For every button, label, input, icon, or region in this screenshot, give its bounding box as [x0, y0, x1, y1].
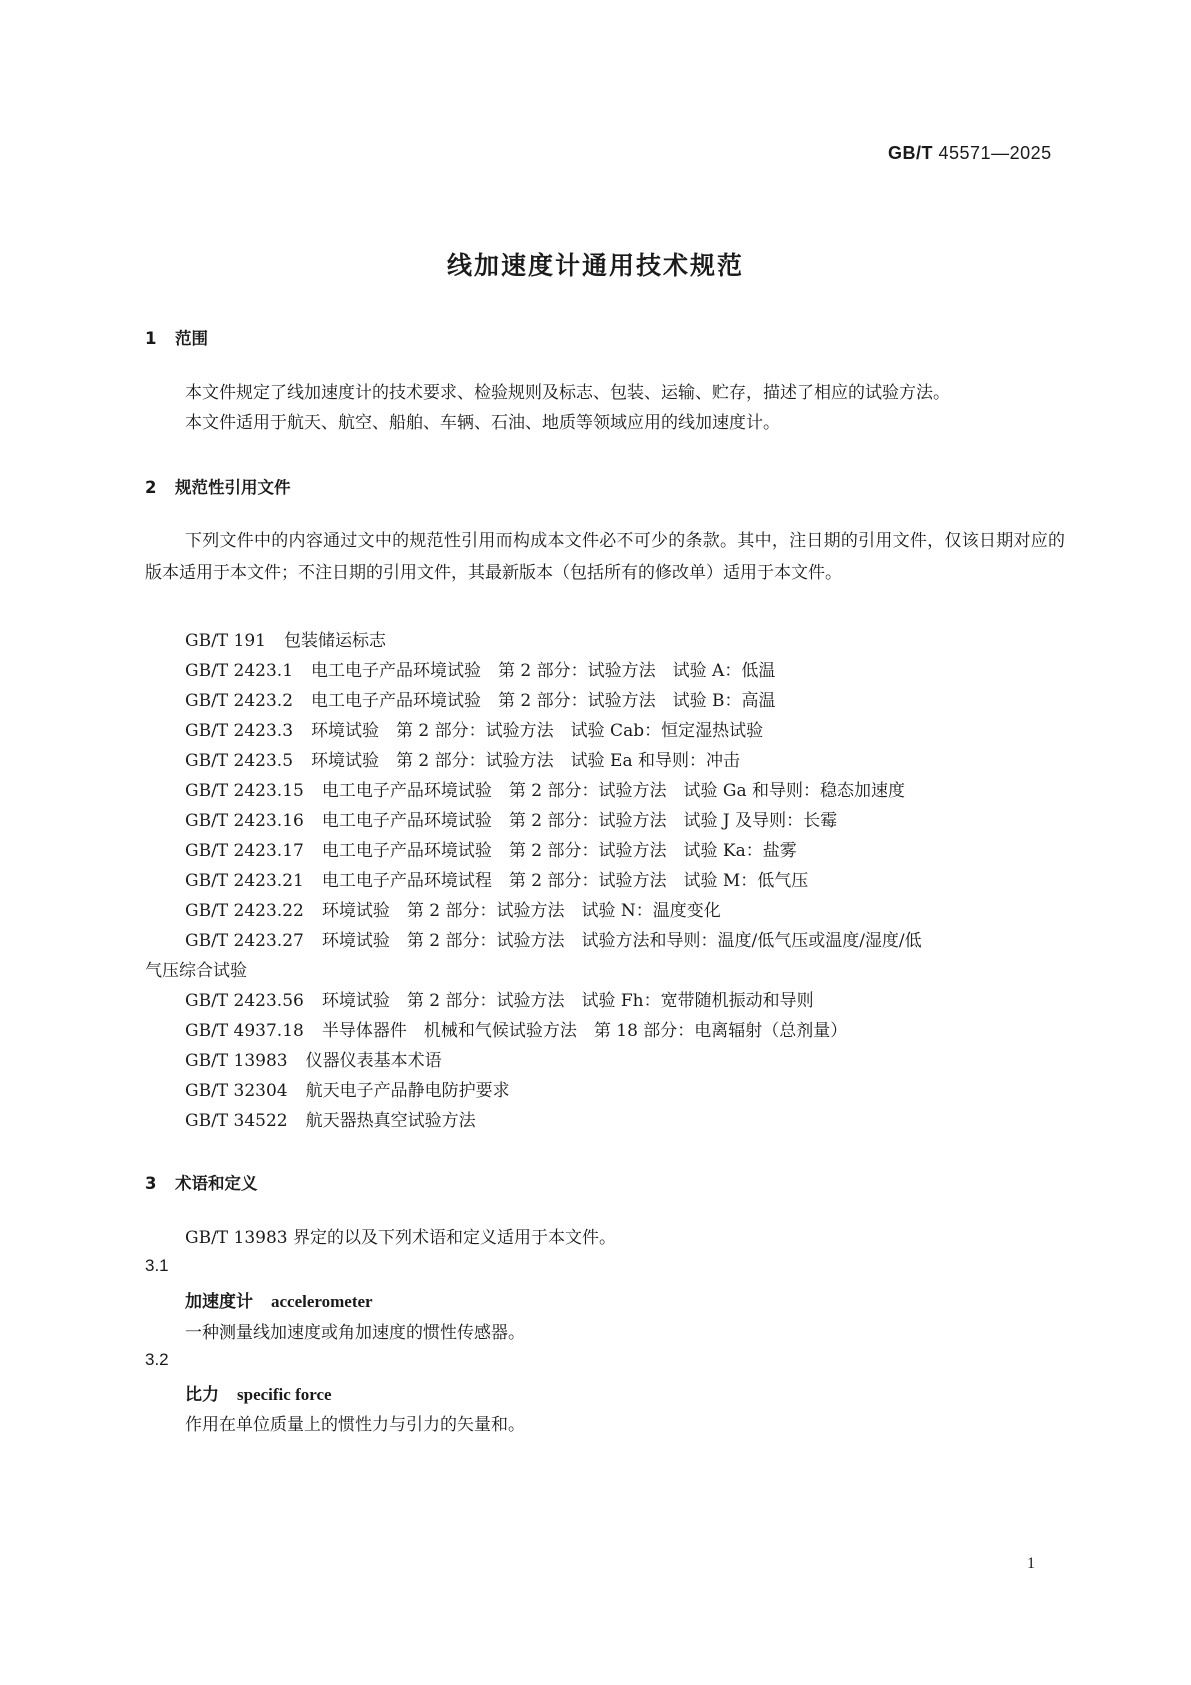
reference-item: [185, 686, 776, 711]
reference-code: GB/T 2423.2: [185, 691, 294, 711]
reference-title: 电工电子产品环境试验 第 2 部分：试验方法 试验 B：高温: [311, 691, 776, 711]
reference-title: 电工电子产品环境试验 第 2 部分：试验方法 试验 Ga 和导则：稳态加速度: [321, 781, 905, 801]
section-2-heading: [145, 474, 291, 498]
term-definition: 作用在单位质量上的惯性力与引力的矢量和。: [185, 1415, 525, 1435]
reference-title: 航天电子产品静电防护要求: [305, 1081, 510, 1101]
reference-code: GB/T 34522: [185, 1111, 288, 1131]
reference-item: [185, 776, 905, 801]
reference-item: [185, 716, 763, 741]
reference-code: GB/T 2423.3: [185, 721, 294, 741]
section-number: 1: [145, 329, 157, 348]
section-title: 范围: [175, 329, 208, 348]
reference-item: [185, 1016, 847, 1041]
reference-code: GB/T 2423.21: [185, 871, 304, 891]
reference-code: GB/T 2423.22: [185, 901, 304, 921]
section-3-heading: [145, 1170, 258, 1194]
terms-intro: GB/T 13983 界定的以及下列术语和定义适用于本文件。: [185, 1228, 617, 1248]
reference-item: [185, 866, 808, 891]
reference-code: GB/T 2423.15: [185, 781, 304, 801]
term-number: 3.1: [145, 1256, 169, 1275]
reference-item: [185, 926, 922, 951]
reference-title: 电工电子产品环境试程 第 2 部分：试验方法 试验 M：低气压: [321, 871, 809, 891]
standard-prefix: GB/T: [888, 143, 933, 163]
term-heading: [185, 1287, 373, 1312]
reference-title: 电工电子产品环境试验 第 2 部分：试验方法 试验 A：低温: [311, 661, 776, 681]
section-1-heading: [145, 325, 208, 349]
reference-code: GB/T 2423.5: [185, 751, 294, 771]
term-en: specific force: [237, 1385, 332, 1404]
reference-item: [185, 806, 837, 831]
reference-code: GB/T 2423.27: [185, 931, 304, 951]
section-title: 规范性引用文件: [175, 478, 291, 497]
page-number: 1: [1027, 1555, 1035, 1572]
scope-paragraph-1: 本文件规定了线加速度计的技术要求、检验规则及标志、包装、运输、贮存，描述了相应的试验方法。: [185, 383, 950, 403]
reference-continuation: 气压综合试验: [145, 961, 247, 981]
term-en: accelerometer: [271, 1292, 373, 1311]
reference-title: 半导体器件 机械和气候试验方法 第 18 部分：电离辐射（总剂量）: [321, 1021, 848, 1041]
reference-title: 环境试验 第 2 部分：试验方法 试验 N：温度变化: [321, 901, 721, 921]
reference-item: [185, 656, 775, 681]
reference-code: GB/T 13983: [185, 1051, 288, 1071]
reference-title: 电工电子产品环境试验 第 2 部分：试验方法 试验 J 及导则：长霉: [321, 811, 838, 831]
reference-item: [185, 746, 740, 771]
reference-code: GB/T 32304: [185, 1081, 288, 1101]
term-zh: 比力: [185, 1385, 219, 1405]
section-number: 2: [145, 478, 157, 497]
reference-code: GB/T 2423.16: [185, 811, 304, 831]
term-zh: 加速度计: [185, 1292, 253, 1312]
standard-code: 45571—2025: [938, 143, 1052, 163]
reference-code: GB/T 2423.1: [185, 661, 294, 681]
term-heading: [185, 1380, 332, 1405]
reference-item: [185, 1076, 510, 1101]
scope-paragraph-2: 本文件适用于航天、航空、船舶、车辆、石油、地质等领域应用的线加速度计。: [185, 413, 780, 433]
reference-item: [185, 626, 386, 651]
reference-code: GB/T 191: [185, 631, 266, 651]
reference-code: GB/T 2423.56: [185, 991, 304, 1011]
document-title: 线加速度计通用技术规范: [446, 251, 744, 280]
term-definition: 一种测量线加速度或角加速度的惯性传感器。: [185, 1323, 525, 1343]
reference-title: 环境试验 第 2 部分：试验方法 试验 Ea 和导则：冲击: [311, 751, 741, 771]
section-title: 术语和定义: [175, 1174, 258, 1193]
references-intro: 下列文件中的内容通过文中的规范性引用而构成本文件必不可少的条款。其中，注日期的引用文件，仅该日期对应的版本适用于本文件；不注日期的引用文件，其最新版本（包括所有的修改单）适用于本文件。: [145, 531, 1065, 583]
reference-code: GB/T 2423.17: [185, 841, 304, 861]
reference-title: 电工电子产品环境试验 第 2 部分：试验方法 试验 Ka：盐雾: [321, 841, 797, 861]
reference-item: [185, 1106, 476, 1131]
reference-title: 包装储运标志: [284, 631, 386, 651]
reference-item: [185, 836, 797, 861]
reference-title: 航天器热真空试验方法: [305, 1111, 476, 1131]
reference-title: 环境试验 第 2 部分：试验方法 试验 Cab：恒定湿热试验: [311, 721, 764, 741]
reference-code: GB/T 4937.18: [185, 1021, 304, 1041]
reference-title: 环境试验 第 2 部分：试验方法 试验方法和导则：温度/低气压或温度/湿度/低: [321, 931, 922, 951]
reference-title: 环境试验 第 2 部分：试验方法 试验 Fh：宽带随机振动和导则: [321, 991, 814, 1011]
reference-item: [185, 986, 814, 1011]
section-number: 3: [145, 1174, 157, 1193]
reference-item: [185, 1046, 442, 1071]
reference-item: [185, 896, 721, 921]
reference-title: 仪器仪表基本术语: [305, 1051, 442, 1071]
term-number: 3.2: [145, 1350, 169, 1369]
standard-number: [888, 143, 1052, 164]
